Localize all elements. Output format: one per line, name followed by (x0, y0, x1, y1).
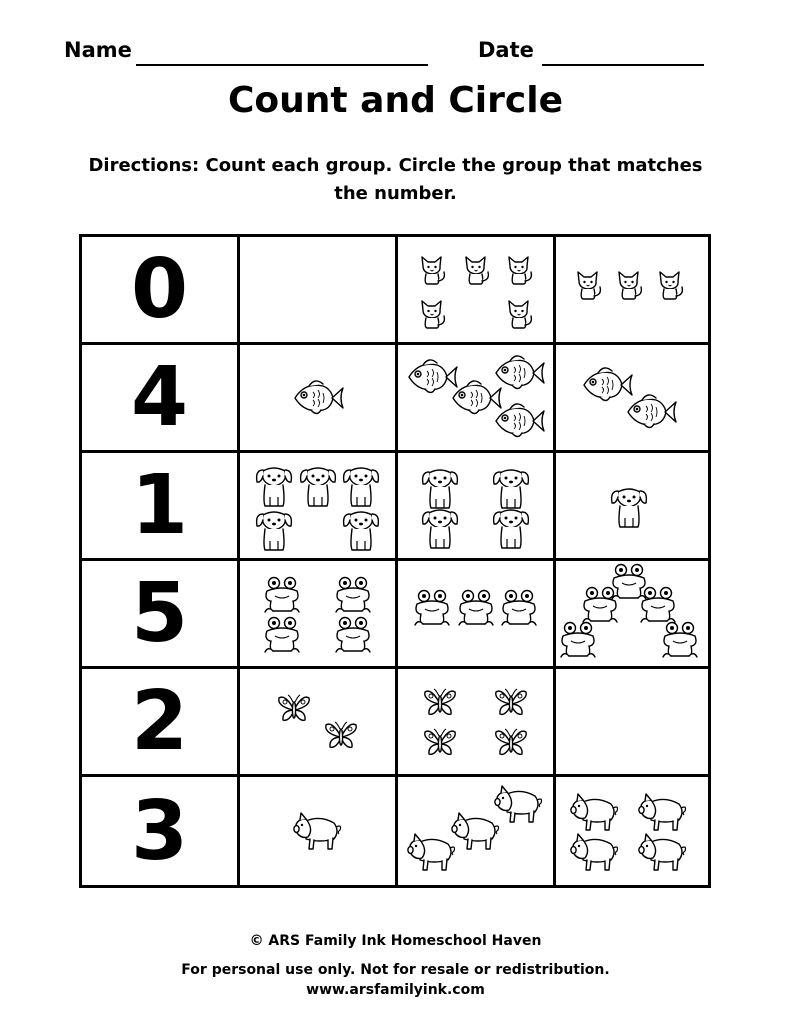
target-number-5: 3 (82, 777, 240, 885)
group-cell-0-2[interactable] (556, 237, 708, 345)
frog-icon (557, 620, 599, 660)
group-cell-1-2[interactable] (556, 345, 708, 453)
pig-icon (292, 809, 344, 851)
directions-text: Directions: Count each group. Circle the group that matches the number. (88, 155, 703, 204)
frog-icon (455, 588, 497, 628)
butterfly-icon (422, 687, 458, 719)
dog-icon (296, 461, 340, 509)
footer-copyright: © ARS Family Ink Homeschool Haven (249, 933, 542, 949)
group-cell-4-0[interactable] (240, 669, 398, 777)
date-label: Date (478, 38, 534, 62)
butterfly-icon (493, 687, 529, 719)
group-cell-4-2[interactable] (556, 669, 708, 777)
group-cell-2-0[interactable] (240, 453, 398, 561)
cat-icon (415, 252, 449, 286)
footer-url: www.arsfamilyink.com (306, 982, 485, 998)
butterfly-icon (276, 693, 312, 725)
frog-icon (579, 585, 621, 625)
fish-icon (492, 398, 546, 444)
butterfly-icon (493, 727, 529, 759)
target-number-4: 2 (82, 669, 240, 777)
frog-icon (637, 585, 679, 625)
group-cell-1-0[interactable] (240, 345, 398, 453)
group-cell-1-1[interactable] (398, 345, 556, 453)
pig-icon (569, 830, 621, 872)
group-cell-2-2[interactable] (556, 453, 708, 561)
cat-icon (459, 252, 493, 286)
group-cell-0-0[interactable] (240, 237, 398, 345)
cat-icon (612, 267, 646, 301)
fish-icon (291, 375, 345, 421)
page-title: Count and Circle (228, 80, 563, 121)
pig-icon (569, 790, 621, 832)
target-number-1: 4 (82, 345, 240, 453)
frog-icon (411, 588, 453, 628)
group-cell-2-1[interactable] (398, 453, 556, 561)
group-cell-4-1[interactable] (398, 669, 556, 777)
count-grid (79, 234, 711, 888)
frog-icon (332, 615, 374, 655)
dog-icon (252, 505, 296, 553)
target-number-3: 5 (82, 561, 240, 669)
butterfly-icon (422, 727, 458, 759)
frog-icon (261, 615, 303, 655)
dog-icon (418, 503, 462, 551)
cat-icon (502, 296, 536, 330)
dog-icon (607, 482, 651, 530)
dog-icon (339, 461, 383, 509)
pig-icon (637, 790, 689, 832)
group-cell-5-2[interactable] (556, 777, 708, 885)
date-blank[interactable] (542, 64, 704, 66)
target-number-2: 1 (82, 453, 240, 561)
cat-icon (502, 252, 536, 286)
dog-icon (489, 503, 533, 551)
fish-icon (624, 389, 678, 435)
name-date-line (64, 38, 724, 68)
group-cell-3-2[interactable] (556, 561, 708, 669)
pig-icon (406, 830, 458, 872)
group-cell-0-1[interactable] (398, 237, 556, 345)
pig-icon (637, 830, 689, 872)
frog-icon (332, 575, 374, 615)
dog-icon (339, 505, 383, 553)
group-cell-5-0[interactable] (240, 777, 398, 885)
name-blank[interactable] (136, 64, 428, 66)
cat-icon (415, 296, 449, 330)
cat-icon (653, 267, 687, 301)
frog-icon (261, 575, 303, 615)
footer-notice: For personal use only. Not for resale or redistribution. (181, 962, 610, 978)
frog-icon (498, 588, 540, 628)
group-cell-3-0[interactable] (240, 561, 398, 669)
name-label: Name (64, 38, 132, 62)
target-number-0: 0 (82, 237, 240, 345)
dog-icon (252, 461, 296, 509)
group-cell-3-1[interactable] (398, 561, 556, 669)
frog-icon (659, 620, 701, 660)
butterfly-icon (323, 720, 359, 752)
group-cell-5-1[interactable] (398, 777, 556, 885)
cat-icon (571, 267, 605, 301)
